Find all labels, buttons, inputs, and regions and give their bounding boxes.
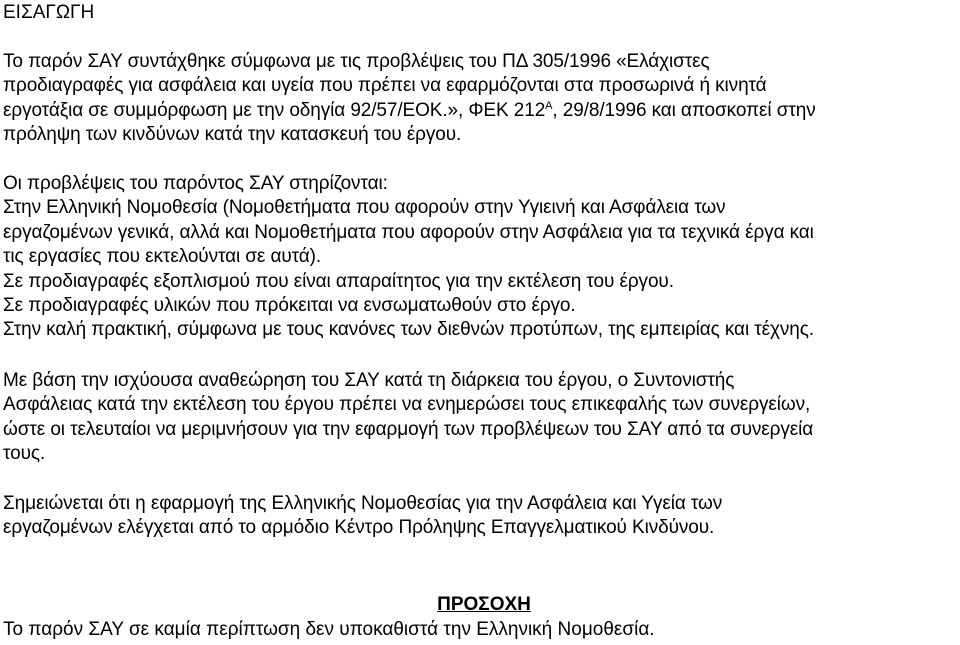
note-line: εργαζομένων ελέγχεται από το αρμόδιο Κέντρο Πρόληψης Επαγγελματικού Κινδύνου. xyxy=(3,517,715,539)
intro-line: Το παρόν ΣΑΥ συντάχθηκε σύμφωνα με τις προβλέψεις του ΠΔ 305/1996 «Ελάχιστες xyxy=(3,51,710,72)
warning-title: ΠΡΟΣΟΧΗ xyxy=(437,594,531,615)
basis-line: Στην Ελληνική Νομοθεσία (Νομοθετήματα που αφορούν στην Υγιεινή και Ασφάλεια των xyxy=(3,197,726,219)
intro-line-text: , 29/8/1996 και αποσκοπεί στην xyxy=(552,99,816,121)
note-line: Σημειώνεται ότι η εφαρμογή της Ελληνικής Νομοθεσίας για την Ασφάλεια και Υγεία των xyxy=(3,493,723,514)
intro-line: πρόληψη των κινδύνων κατά την κατασκευή του έργου. xyxy=(3,124,462,146)
basis-line: Οι προβλέψεις του παρόντος ΣΑΥ στηρίζονται: xyxy=(3,173,388,194)
review-line: ώστε οι τελευταίοι να μεριμνήσουν για την εφαρμογή των προβλέψεων του ΣΑΥ από τα συνεργεία xyxy=(3,418,814,440)
section-heading: ΕΙΣΑΓΩΓΗ xyxy=(3,2,95,23)
gazette-issue-superscript: Α xyxy=(545,99,553,112)
review-line: Ασφάλειας κατά την εκτέλεση του έργου πρέπει να ενημερώσει τους επικεφαλής των συνεργείων, xyxy=(3,394,811,416)
basis-line: τις εργασίες που εκτελούνται σε αυτά). xyxy=(3,246,322,268)
basis-line: Σε προδιαγραφές εξοπλισμού που είναι απαραίτητος για την εκτέλεση του έργου. xyxy=(3,270,674,292)
basis-paragraph xyxy=(3,172,958,343)
basis-line: Σε προδιαγραφές υλικών που πρόκειται να ενσωματωθούν στο έργο. xyxy=(3,295,576,317)
basis-line: Στην καλή πρακτική, σύμφωνα με τους κανόνες των διεθνών προτύπων, της εμπειρίας και τέχνης. xyxy=(3,319,814,341)
intro-paragraph xyxy=(3,50,958,148)
intro-line-text: εργοτάξια σε συμμόρφωση με την οδηγία 92/57/ΕΟΚ.», ΦΕΚ 212 xyxy=(3,99,546,121)
review-line: Με βάση την ισχύουσα αναθεώρηση του ΣΑΥ κατά τη διάρκεια του έργου, ο Συντονιστής xyxy=(3,370,735,391)
basis-line: εργαζομένων γενικά, αλλά και Νομοθετήματα που αφορούν στην Ασφάλεια για τα τεχνικά έργα και xyxy=(3,221,814,243)
review-paragraph xyxy=(3,369,958,467)
review-line: τους. xyxy=(3,443,46,465)
intro-line: προδιαγραφές για ασφάλεια και υγεία που πρέπει να εφαρμόζονται στα προσωρινά ή κινητά xyxy=(3,75,767,97)
warning-text: Το παρόν ΣΑΥ σε καμία περίπτωση δεν υποκαθιστά την Ελληνική Νομοθεσία. xyxy=(3,619,655,640)
note-paragraph xyxy=(3,492,958,541)
intro-line xyxy=(3,99,958,123)
